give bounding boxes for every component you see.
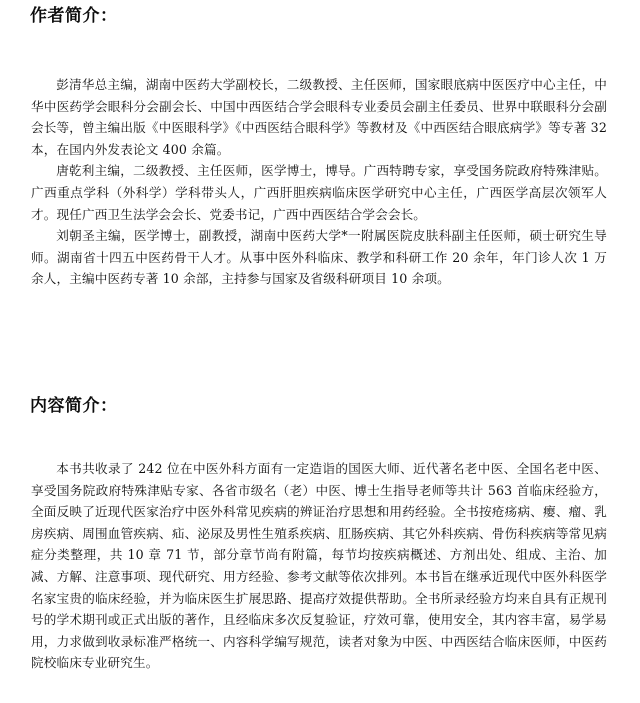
content-intro-heading: 内容简介： bbox=[30, 396, 118, 416]
author-paragraph-tang: 唐乾利主编，二级教授、主任医师，医学博士，博导。广西特聘专家，享受国务院政府特殊津贴。广西重点学科（外科学）学科带头人，广西肝胆疾病临床医学研究中心主任，广西医学高层次领军人才。现任广西卫生法学会会长、党委书记，广西中西医结合学会会长。 bbox=[31, 163, 607, 222]
author-paragraph-liu: 刘朝圣主编，医学博士，副教授，湖南中医药大学*一附属医院皮肤科副主任医师，硕士研究生导师。湖南省十四五中医药骨干人才。从事中医外科临床、教学和科研工作 20 余年，年门诊人次 1 万余人，主编中医药专著 10 余部，主持参与国家及省级科研项目 10 余项。 bbox=[31, 228, 607, 287]
content-intro-body bbox=[31, 458, 607, 674]
author-paragraph-peng: 彭清华总主编，湖南中医药大学副校长，二级教授、主任医师，国家眼底病中医医疗中心主任，中华中医药学会眼科分会副会长、中国中西医结合学会眼科专业委员会副主任委员、世界中联眼科分会副会长等，曾主编出版《中医眼科学》《中西医结合眼科学》等教材及《中西医结合眼底病学》等专著 32 本，在国内外发表论文 400 余篇。 bbox=[31, 77, 607, 157]
content-paragraph: 本书共收录了 242 位在中医外科方面有一定造诣的国医大师、近代著名老中医、全国名老中医、享受国务院政府特殊津贴专家、各省市级名（老）中医、博士生指导老师等共计 563 首临床经验方，全面反映了近现代医家治疗中医外科常见疾病的辨证治疗思想和用药经验。全书按疮疡病、瘿、瘤、乳房疾病、周围血管疾病、疝、泌尿及男性生殖系疾病、肛肠疾病、其它外科疾病、骨伤科疾病等常见病症分类整理，共 10 章 71 节，部分章节尚有附篇，每节均按疾病概述、方剂出处、组成、主治、加减、方解、注意事项、现代研究、用方经验、参考文献等依次排列。本书旨在继承近现代中医外科医学名家宝贵的临床经验，并为临床医生扩展思路、提高疗效提供帮助。全书所录经验方均来自具有正规刊号的学术期刊或正式出版的著作，且经临床多次反复验证，疗效可靠，使用安全，其内容丰富，易学易用，力求做到收录标准严格统一、内容科学编写规范，读者对象为中医、中西医结合临床医师，中医药院校临床专业研究生。 bbox=[31, 461, 607, 671]
author-intro-body bbox=[31, 74, 607, 290]
author-intro-heading: 作者简介： bbox=[30, 6, 118, 26]
